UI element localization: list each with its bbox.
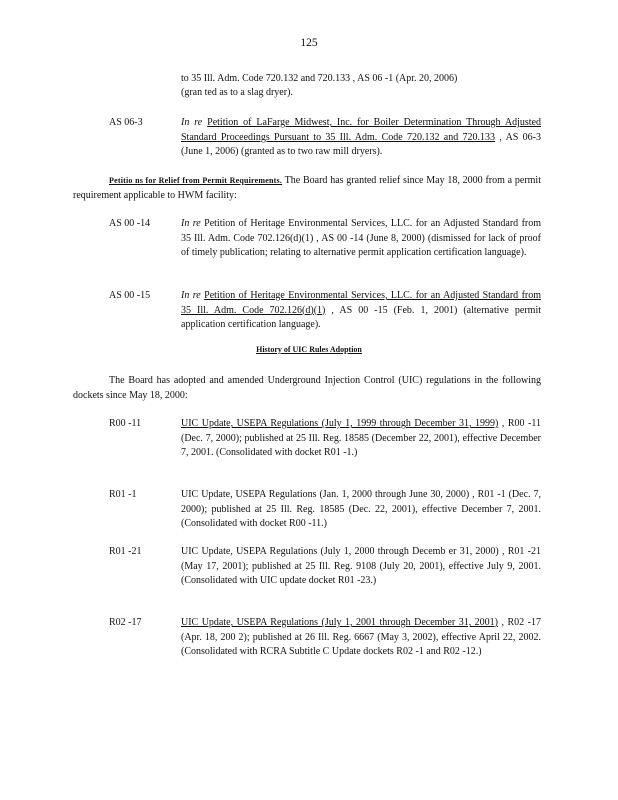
rule-title: UIC Update, USEPA Regulations (July 1, 2001 through December 31, 2001) (181, 617, 499, 628)
entry-r01-1: UIC Update, USEPA Regulations (Jan. 1, 2000 through June 30, 2000) , R01 -1 (Dec. 7, 2000); published at 25 Ill. Reg. 18585 (Dec. 22, 2001), effective December 7, 2001. (Consolidated with docket R00 -11.) (181, 489, 541, 529)
rule-details: , R02 -17 (Apr. 18, 200 2); published at 26 Ill. Reg. 6667 (May 3, 2002), effective April 22, 2002. (Consolidated with RCRA Subtitle C Update dockets R02 -1 and R02 -12.) (181, 617, 541, 657)
entry-r00-11 (181, 417, 541, 461)
entry-as-00-15 (181, 289, 541, 333)
docket-r00-11: R00 -11 (109, 418, 142, 429)
docket-as-06-3: AS 06-3 (109, 117, 143, 128)
case-title: Petition of Heritage Environmental Services, LLC. for an Adjusted Standard from 35 Ill. Adm. Code 702.126(d)(1) (181, 290, 542, 316)
uic-section-heading: History of UIC Rules Adoption (256, 345, 362, 354)
docket-r02-17: R02 -17 (109, 617, 142, 628)
case-title: Petition of LaFarge Midwest, Inc. for Boiler Determination Through Adjusted Standard Proceedings Pursuant to 35 Ill. Adm. Code 720.132 and 720.133 (181, 117, 541, 143)
docket-as-00-14: AS 00 -14 (109, 218, 151, 229)
case-details: , AS 06-3 (June 1, 2006) (granted as to two raw mill dryers). (181, 131, 541, 157)
relief-heading: Petitio ns for Relief from Permit Requirements. (109, 176, 283, 185)
continued-line-1: to 35 Ill. Adm. Code 720.132 and 720.133 , AS 06 -1 (Apr. 20, 2006) (181, 73, 458, 84)
case-details: , AS 00 -15 (Feb. 1, 2001) (alternative permit application certification language). (181, 304, 542, 330)
entry-as-00-14 (181, 217, 541, 261)
case-details: Petition of Heritage Environmental Services, LLC. for an Adjusted Standard from 35 Ill. Adm. Code 702.126(d)(1) , AS 00 -14 (June 8, 2000) (dismissed for lack of proof of timely publication; relating to alternative permit application certification language). (181, 218, 542, 258)
in-re-label: In re (181, 290, 201, 301)
docket-r01-21: R01 -21 (109, 546, 142, 557)
docket-r01-1: R01 -1 (109, 489, 137, 500)
rule-title: UIC Update, USEPA Regulations (July 1, 1999 through December 31, 1999) (181, 418, 499, 429)
uic-intro-paragraph: The Board has adopted and amended Underground Injection Control (UIC) regulations in the following dockets since May 18, 2000: (73, 375, 541, 401)
rule-details: , R00 -11 (Dec. 7, 2000); published at 25 Ill. Reg. 18585 (December 22, 2001), effective December 7, 2001. (Consolidated with docket R01 -1.) (181, 418, 541, 458)
continued-line-2: (gran ted as to a slag dryer). (181, 87, 293, 98)
entry-r02-17 (181, 616, 541, 660)
in-re-label: In re (181, 218, 201, 229)
relief-paragraph (73, 174, 541, 203)
relief-text: The Board has granted relief since May 18, 2000 from a permit requirement applicable to HWM facility: (73, 175, 541, 201)
in-re-label: In re (181, 117, 203, 128)
page-number: 125 (300, 37, 318, 49)
entry-as-06-3 (181, 116, 541, 160)
entry-r01-21: UIC Update, USEPA Regulations (July 1, 2000 through Decemb er 31, 2000) , R01 -21 (May 17, 2001); published at 25 Ill. Reg. 9108 (July 20, 2001), effective July 9, 2001. (Consolidated with UIC update docket R01 -23.) (181, 546, 541, 586)
docket-as-00-15: AS 00 -15 (109, 290, 151, 301)
